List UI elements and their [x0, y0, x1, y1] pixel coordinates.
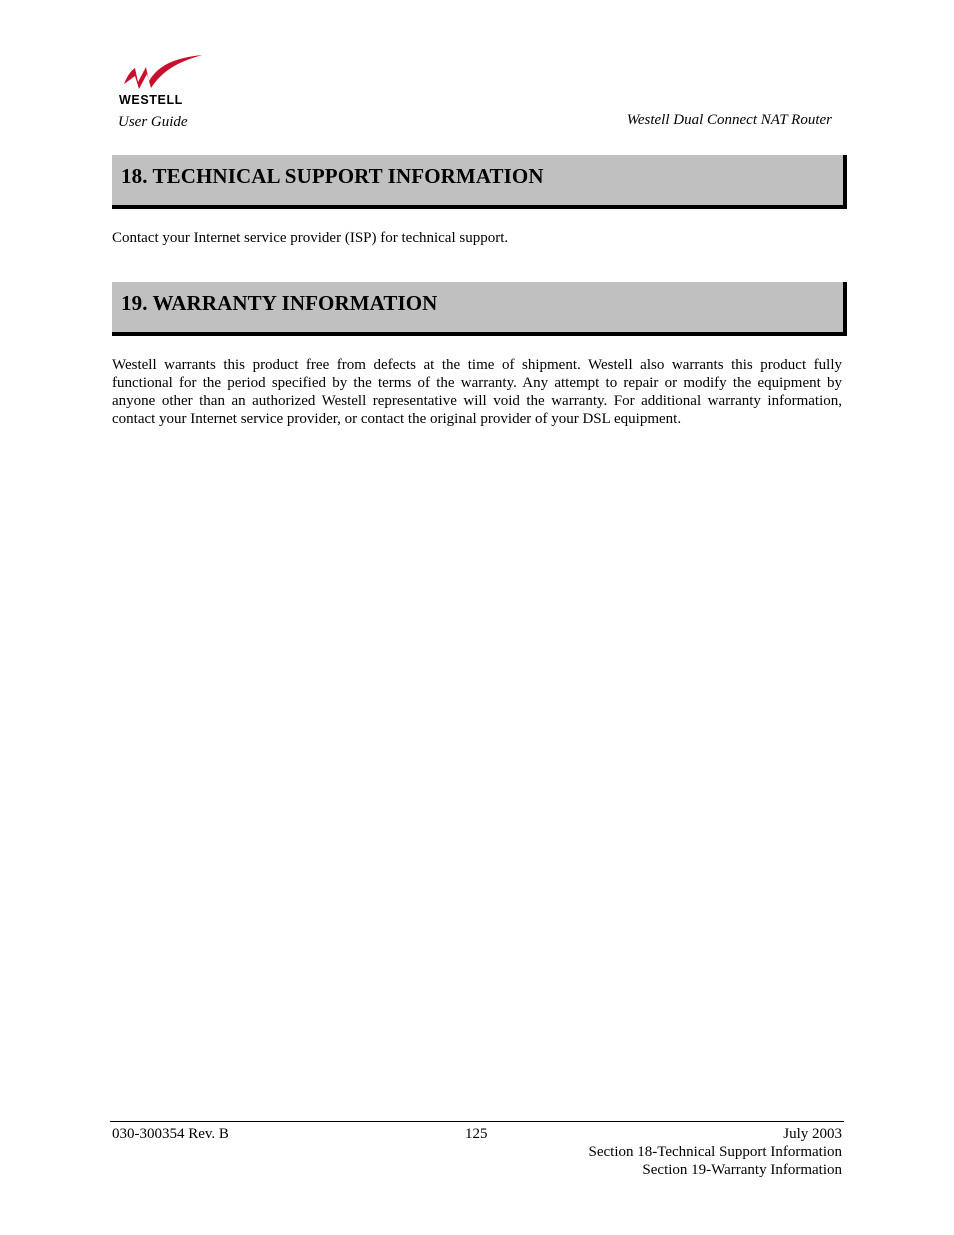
header-user-guide: User Guide — [118, 114, 188, 130]
header-product-name: Westell Dual Connect NAT Router — [626, 112, 832, 128]
westell-logo-icon — [118, 54, 202, 106]
footer-right-block — [589, 1125, 842, 1179]
westell-logo — [118, 54, 202, 106]
section-18-body: Contact your Internet service provider (ISP) for technical support. — [112, 230, 509, 246]
footer-doc-number: 030-300354 Rev. B — [112, 1126, 229, 1142]
logo-wordmark: WESTELL — [119, 93, 183, 106]
section-19-heading-box — [112, 282, 847, 336]
footer-divider — [110, 1121, 844, 1122]
footer-page-number: 125 — [465, 1126, 488, 1142]
section-19-body: Westell warrants this product free from defects at the time of shipment. Westell also warrants this product fully functional for the period specified by the terms of the warranty. Any attempt to repair or modify the equipment by anyone other than an authorized Westell representative will void the warranty. For additional warranty information, contact your Internet service provider, or contact the original provider of your DSL equipment. — [112, 357, 842, 427]
section-19-title: 19. WARRANTY INFORMATION — [121, 291, 438, 315]
section-18-heading-box — [112, 155, 847, 209]
footer-date: July 2003 — [783, 1126, 842, 1142]
footer-section-18: Section 18-Technical Support Information — [588, 1144, 842, 1160]
section-18-title: 18. TECHNICAL SUPPORT INFORMATION — [121, 164, 544, 188]
footer-section-19: Section 19-Warranty Information — [642, 1162, 842, 1178]
